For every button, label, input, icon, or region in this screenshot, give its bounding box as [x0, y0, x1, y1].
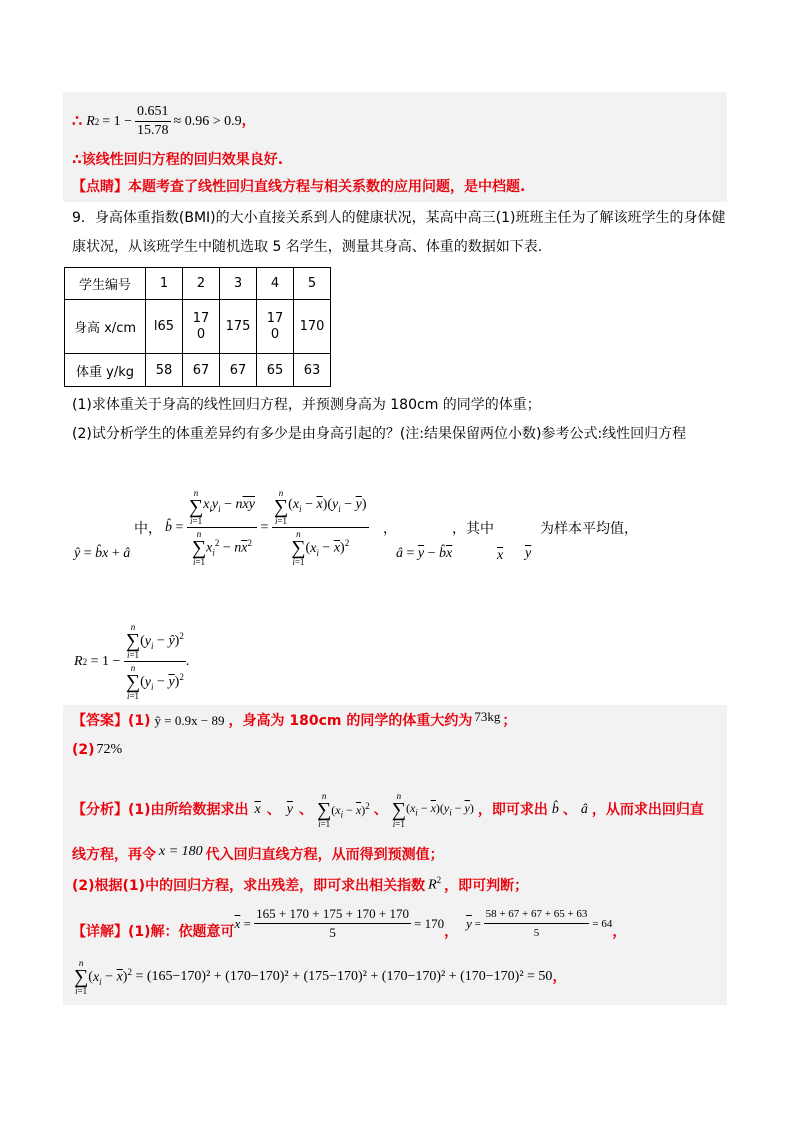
detail-prefix: 【详解】(1)解：依题意可	[72, 923, 235, 940]
detail-xbar-calc: $\overline{x}$ = $\frac{165 + 170 + 175 + 170 + 170}{5}$ = 170	[234, 906, 445, 940]
data-table	[64, 267, 331, 387]
analysis-sep: 、	[373, 802, 388, 818]
answer-prefix: 【答案】(1)	[72, 713, 151, 729]
a-hat-formula: â = $\overline{y}$ − $b̂\overline{x}$	[396, 546, 453, 561]
regression-eq: ŷ = b̂x + â	[74, 546, 131, 561]
xbar-val: = 170	[414, 915, 445, 931]
table-header-cell: 2	[183, 268, 220, 300]
answer2-prefix: (2)	[72, 742, 95, 758]
table-header-cell: 1	[146, 268, 183, 300]
analysis-bhat: b̂	[551, 802, 559, 817]
table-header-cell: 5	[294, 268, 331, 300]
q9-line1: 9．身高体重指数(BMI)的大小直接关系到人的健康状况，某高中高三(1)班班主任为了解该班学生的身体健	[72, 210, 726, 226]
analysis-line1	[72, 791, 704, 829]
part2-text: (2)试分析学生的体重差异约有多少是由身高引起的？(注:结果保留两位小数)参考公式:线性回归方程	[72, 426, 687, 442]
table-header-cell: 3	[220, 268, 257, 300]
formula-avg: 为样本平均值，	[540, 521, 638, 537]
r2-formula: R 2 = 1 − n ∑ i=1 ($y_i$ − ŷ)$^2$ n ∑ i=1 $(y_i - \overline{y})^2$ .	[74, 622, 190, 701]
detail-comma: ，	[444, 923, 459, 940]
analysis-sep: 、	[562, 802, 577, 818]
ybar-symbol: $\overline{y}$	[525, 546, 532, 561]
detail-sum-expr: = (165−170)² + (170−170)² + (175−170)² + (170−170)² + (170−170)² = 50	[135, 969, 553, 984]
analysis-ybar: $\overline{y}$	[286, 802, 293, 817]
table-cell: 67	[220, 354, 257, 387]
analysis-line3-text: (2)根据(1)中的回归方程，求出残差，即可求出相关指数	[72, 877, 426, 894]
answer-line1	[72, 709, 517, 730]
answer-end: ；	[502, 713, 517, 729]
answer2-val: 72%	[96, 742, 123, 757]
analysis-r2: $R^2$	[428, 875, 442, 893]
table-row-label: 身高 x/cm	[65, 300, 146, 354]
analysis-prefix: 【分析】(1)由所给数据求出	[72, 802, 249, 818]
answer-val: 73kg	[474, 709, 501, 724]
detail-ybar-calc: $\overline{y}$ = $\frac{58 + 67 + 67 + 65 + 63}{5}$ = 64	[466, 908, 613, 939]
table-cell: 63	[294, 354, 331, 387]
ybar-frac-den: 5	[533, 927, 540, 939]
analysis-xbar: $\overline{x}$	[254, 802, 261, 817]
table-cell: 17 0	[183, 300, 220, 354]
table-header-cell: 4	[257, 268, 294, 300]
answer-mid: ，身高为 180cm 的同学的体重大约为	[228, 713, 473, 729]
conclusion-text: ∴该线性回归方程的回归效果良好.	[72, 152, 284, 168]
table-row-label: 体重 y/kg	[65, 354, 146, 387]
analysis-line2	[72, 846, 444, 864]
detail-sum-line: n ∑ i=1 $(x_i - \overline{x})^2$ = (165−170)² + (170−170)² + (175−170)² + (170−170)² + (170−170)² = 50 ，	[74, 958, 567, 996]
table-header-cell: 学生编号	[65, 268, 146, 300]
analysis-line2a: 线方程，再令	[72, 847, 156, 863]
r2-formula-period: .	[185, 653, 190, 669]
r2-comma: ，	[241, 113, 256, 129]
r2-fraction	[135, 104, 171, 139]
analysis-tail2: ，从而求出回归直	[591, 802, 704, 818]
answer-eq: ŷ = 0.9x − 89	[154, 713, 225, 728]
ybar-frac-num: 58 + 67 + 67 + 65 + 63	[484, 906, 590, 924]
r2-line: ∴ R 2 = 1 − $\frac{0.651}{15.78}$ ≈ 0.96 > 0.9 ，	[72, 104, 256, 138]
r2-label: R	[86, 113, 95, 129]
r2-result: ≈ 0.96 > 0.9	[173, 113, 242, 129]
analysis-line2b: 代入回归直线方程，从而得到预测值；	[205, 847, 444, 863]
ybar-val: = 64	[592, 917, 613, 930]
table-cell: 65	[257, 354, 294, 387]
formula-qizhong: ，其中	[452, 521, 494, 537]
analysis-line3-end: ，即可判断；	[444, 877, 529, 894]
table-cell: 17 0	[257, 300, 294, 354]
table-cell: 67	[183, 354, 220, 387]
xbar-frac-num: 165 + 170 + 175 + 170 + 170	[254, 906, 411, 924]
detail-comma2: ，	[612, 923, 627, 940]
therefore-symbol: ∴	[72, 112, 83, 130]
analysis-sum2: n ∑ i=1 $(x_i - \overline{x})(y_i - \overline{y})$	[391, 791, 474, 829]
analysis-sep: 、	[298, 802, 313, 818]
table-cell: 58	[146, 354, 183, 387]
analysis-sum1: n ∑ i=1 $(x_i - \overline{x})^2$	[316, 791, 370, 829]
formula-zhong: 中，	[134, 521, 162, 537]
analysis-ahat: â	[580, 802, 588, 817]
detail-sum-comma: ，	[552, 969, 567, 985]
part1-text: (1)求体重关于身高的线性回归方程，并预测身高为 180cm 的同学的体重；	[72, 397, 541, 413]
table-cell: 170	[294, 300, 331, 354]
answer-line2	[72, 741, 122, 759]
formula-comma: ，	[383, 521, 397, 537]
detail-line1	[72, 906, 626, 941]
xbar-symbol: $\overline{x}$	[497, 548, 504, 563]
b-hat-formula: b̂ = n ∑ i=1 $x_iy_i - n\overline{xy}$ n ∑ i=1 $x_i^2 - n\overline{x}^2$ = n ∑ i=1 $(x_i - \overline{x})(y_i - \overline{y})$ n ∑ i=1 $(x_i - \overline{x})^2$	[165, 488, 367, 567]
analysis-sep: 、	[266, 802, 281, 818]
analysis-line3	[72, 875, 528, 897]
q9-line2: 康状况，从该班学生中随机选取 5 名学生，测量其身高、体重的数据如下表.	[72, 239, 543, 255]
r2-frac-den: 15.78	[137, 123, 169, 138]
r2-eq: = 1 −	[102, 113, 133, 129]
r2-frac-num: 0.651	[135, 104, 171, 122]
table-cell: 175	[220, 300, 257, 354]
analysis-line2-eq: x = 180	[159, 844, 203, 859]
analysis-tail: ，即可求出	[477, 802, 548, 818]
xbar-frac-den: 5	[329, 925, 336, 940]
comment-text: 【点睛】本题考查了线性回归直线方程与相关系数的应用问题，是中档题.	[72, 179, 526, 195]
table-cell: l65	[146, 300, 183, 354]
